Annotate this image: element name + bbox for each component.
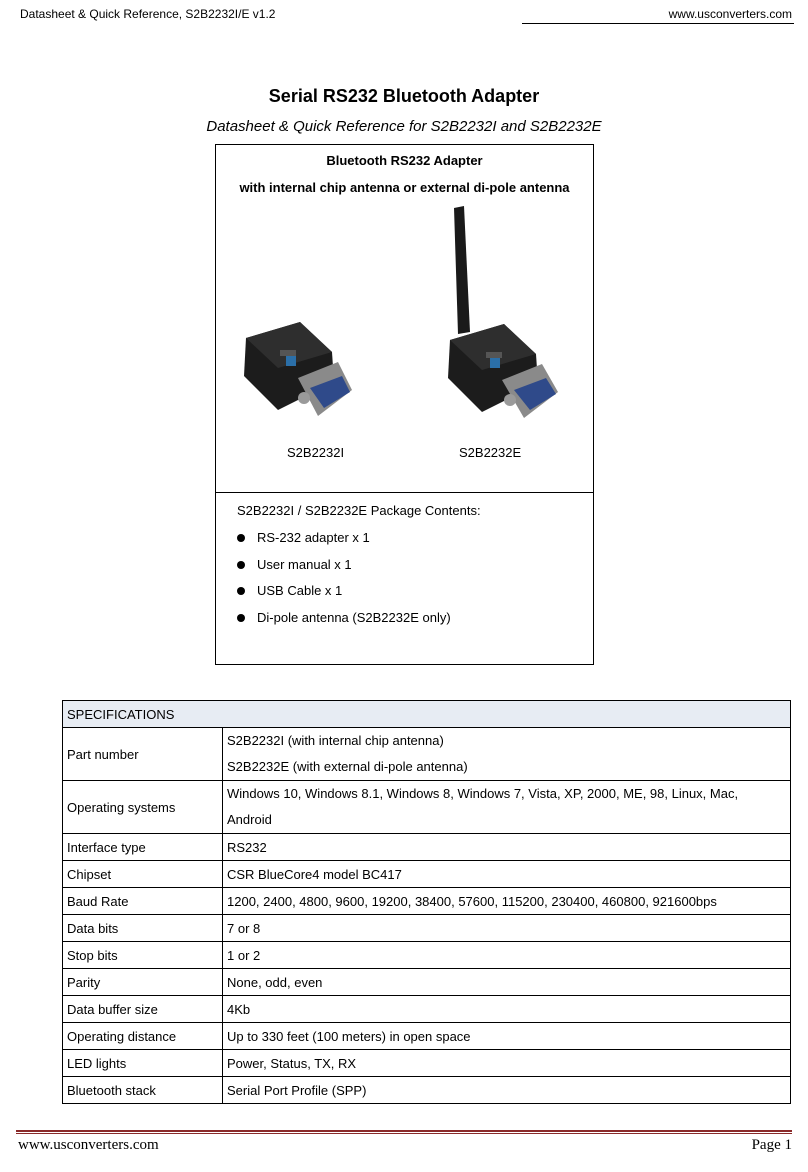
spec-key: Data bits (63, 915, 223, 942)
spec-key: Interface type (63, 834, 223, 861)
spec-key: Operating systems (63, 781, 223, 834)
spec-value: Windows 10, Windows 8.1, Windows 8, Windows 7, Vista, XP, 2000, ME, 98, Linux, Mac, Android (223, 781, 791, 834)
package-contents-title: S2B2232I / S2B2232E Package Contents: (237, 503, 481, 518)
spec-key: Parity (63, 969, 223, 996)
spec-key: LED lights (63, 1050, 223, 1077)
spec-key: Data buffer size (63, 996, 223, 1023)
caption-external: S2B2232E (459, 445, 522, 460)
footer-website: www.usconverters.com (18, 1137, 159, 1153)
specifications-table (62, 700, 791, 1104)
caption-internal: S2B2232I (287, 445, 345, 460)
page-subtitle: Datasheet & Quick Reference for S2B2232I and S2B2232E (206, 118, 602, 135)
footer-rule-thin (16, 1133, 792, 1134)
product-box-subheading: with internal chip antenna or external di-pole antenna (239, 180, 570, 195)
list-item: User manual x 1 (237, 557, 352, 572)
spec-value: 7 or 8 (223, 915, 791, 942)
bullet-icon (237, 614, 245, 622)
spec-key: Baud Rate (63, 888, 223, 915)
list-item: Di-pole antenna (S2B2232E only) (237, 610, 451, 625)
adapter-external-image (442, 202, 572, 434)
spec-key: Part number (63, 728, 223, 781)
spec-value: 1200, 2400, 4800, 9600, 19200, 38400, 57600, 115200, 230400, 460800, 921600bps (223, 888, 791, 915)
header-rule (522, 23, 794, 24)
header-website: www.usconverters.com (668, 7, 792, 21)
spec-value: S2B2232I (with internal chip antenna) S2B2232E (with external di-pole antenna) (223, 728, 791, 781)
spec-key: Chipset (63, 861, 223, 888)
spec-value: Power, Status, TX, RX (223, 1050, 791, 1077)
product-box-divider (215, 492, 594, 493)
bullet-icon (237, 534, 245, 542)
spec-key: Stop bits (63, 942, 223, 969)
spec-value: 1 or 2 (223, 942, 791, 969)
spec-key: Operating distance (63, 1023, 223, 1050)
spec-value: 4Kb (223, 996, 791, 1023)
spec-key: Bluetooth stack (63, 1077, 223, 1104)
bullet-icon (237, 561, 245, 569)
list-item: USB Cable x 1 (237, 583, 342, 598)
list-item: RS-232 adapter x 1 (237, 530, 370, 545)
page-number: Page 1 (751, 1137, 792, 1153)
product-box-heading: Bluetooth RS232 Adapter (326, 153, 483, 168)
header-doc-title: Datasheet & Quick Reference, S2B2232I/E v1.2 (20, 7, 276, 21)
specifications-header: SPECIFICATIONS (63, 701, 791, 728)
spec-value: None, odd, even (223, 969, 791, 996)
spec-value: Serial Port Profile (SPP) (223, 1077, 791, 1104)
spec-value: RS232 (223, 834, 791, 861)
page-title: Serial RS232 Bluetooth Adapter (268, 86, 540, 106)
spec-value: Up to 330 feet (100 meters) in open space (223, 1023, 791, 1050)
spec-value: CSR BlueCore4 model BC417 (223, 861, 791, 888)
footer-rule (16, 1130, 792, 1132)
bullet-icon (237, 587, 245, 595)
adapter-internal-image (238, 320, 362, 430)
